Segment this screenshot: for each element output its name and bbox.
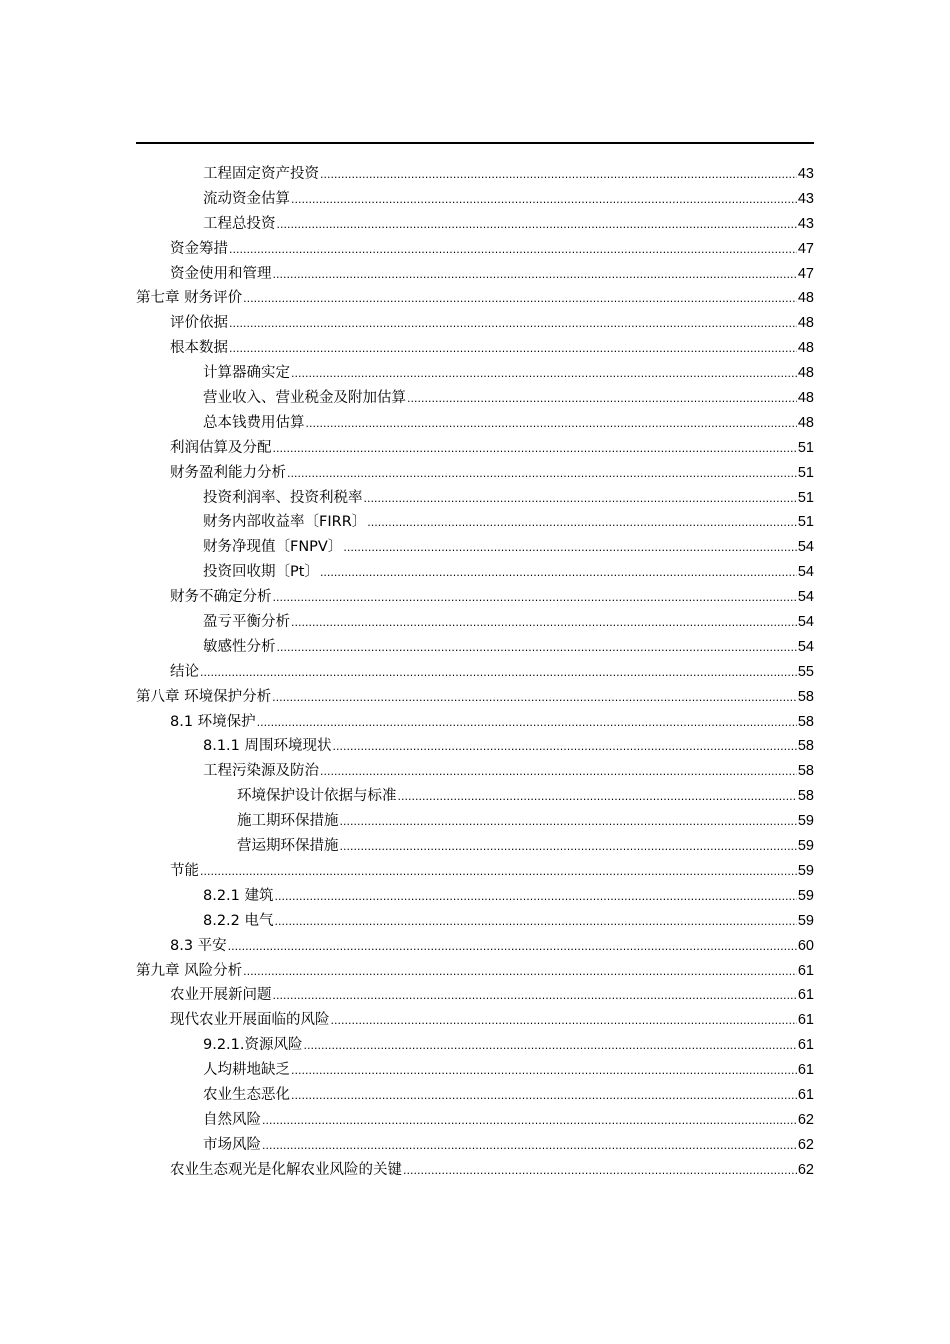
toc-entry-title: 现代农业开展面临的风险 (170, 1012, 330, 1029)
toc-entry-page-number: 58 (797, 788, 814, 805)
toc-leader-dots (306, 412, 797, 437)
toc-leader-dots (291, 1084, 797, 1109)
toc-leader-dots (331, 1009, 797, 1034)
toc-entry-title: 总本钱费用估算 (203, 414, 305, 431)
toc-entry-page-number: 48 (797, 390, 814, 407)
toc-entry[interactable] (136, 1133, 814, 1158)
toc-entry-title: 评价依据 (170, 315, 228, 332)
toc-entry-page-number: 59 (797, 862, 814, 879)
toc-entry[interactable] (136, 336, 814, 361)
toc-leader-dots (257, 711, 797, 736)
toc-entry[interactable] (136, 834, 814, 859)
toc-leader-dots (200, 860, 797, 885)
toc-entry-title: 投资回收期〔Pt〕 (203, 564, 319, 581)
toc-entry[interactable] (136, 286, 814, 311)
toc-entry-title: 8.1.1 周围环境现状 (203, 738, 332, 755)
toc-entry-page-number: 48 (797, 340, 814, 357)
toc-entry-title: 利润估算及分配 (170, 439, 272, 456)
toc-entry-page-number: 48 (797, 365, 814, 382)
toc-entry[interactable] (136, 859, 814, 884)
toc-leader-dots (364, 487, 797, 512)
toc-leader-dots (291, 362, 797, 387)
toc-entry-title: 9.2.1.资源风险 (203, 1037, 303, 1054)
toc-entry-page-number: 51 (797, 514, 814, 531)
toc-entry-page-number: 62 (797, 1111, 814, 1128)
toc-leader-dots (287, 462, 797, 487)
toc-entry-page-number: 61 (797, 1037, 814, 1054)
toc-entry-title: 工程总投资 (203, 215, 276, 232)
toc-entry-page-number: 48 (797, 290, 814, 307)
toc-leader-dots (262, 1109, 797, 1134)
toc-leader-dots (229, 312, 797, 337)
toc-entry-page-number: 54 (797, 589, 814, 606)
toc-entry-title: 8.2.2 电气 (203, 912, 274, 929)
toc-entry-title: 节能 (170, 862, 199, 879)
toc-entry[interactable] (136, 311, 814, 336)
toc-entry[interactable] (136, 710, 814, 735)
toc-leader-dots (229, 238, 797, 263)
toc-entry[interactable] (136, 809, 814, 834)
toc-entry[interactable] (136, 361, 814, 386)
toc-leader-dots (291, 188, 797, 213)
toc-entry-title: 人均耕地缺乏 (203, 1062, 290, 1079)
toc-entry-page-number: 51 (797, 489, 814, 506)
toc-entry-page-number: 54 (797, 638, 814, 655)
toc-entry[interactable] (136, 1058, 814, 1083)
toc-entry[interactable] (136, 486, 814, 511)
toc-entry[interactable] (136, 461, 814, 486)
toc-entry[interactable] (136, 635, 814, 660)
toc-entry-title: 流动资金估算 (203, 190, 290, 207)
toc-entry[interactable] (136, 262, 814, 287)
toc-entry-page-number: 62 (797, 1161, 814, 1178)
toc-entry[interactable] (136, 1158, 814, 1183)
toc-entry-title: 资金筹措 (170, 240, 228, 257)
toc-entry-title: 营运期环保措施 (237, 838, 339, 855)
toc-leader-dots (273, 586, 797, 611)
toc-entry-page-number: 61 (797, 962, 814, 979)
toc-entry-page-number: 43 (797, 215, 814, 232)
toc-entry-title: 环境保护设计依据与标准 (237, 788, 397, 805)
toc-leader-dots (277, 636, 797, 661)
header-rule (136, 142, 814, 144)
toc-entry-page-number: 48 (797, 315, 814, 332)
toc-entry[interactable] (136, 884, 814, 909)
toc-entry[interactable] (136, 386, 814, 411)
toc-leader-dots (272, 686, 797, 711)
toc-entry-title: 计算器确实定 (203, 365, 290, 382)
toc-entry-page-number: 60 (797, 937, 814, 954)
toc-leader-dots (320, 760, 797, 785)
toc-leader-dots (320, 561, 797, 586)
toc-leader-dots (229, 337, 797, 362)
toc-leader-dots (200, 661, 797, 686)
toc-entry-page-number: 54 (797, 564, 814, 581)
toc-entry[interactable] (136, 759, 814, 784)
toc-entry-page-number: 61 (797, 1062, 814, 1079)
toc-entry[interactable] (136, 660, 814, 685)
toc-entry-page-number: 47 (797, 240, 814, 257)
toc-entry-title: 根本数据 (170, 340, 228, 357)
toc-entry[interactable] (136, 162, 814, 187)
toc-entry-title: 财务盈利能力分析 (170, 464, 286, 481)
toc-entry-title: 投资利润率、投资利税率 (203, 489, 363, 506)
toc-entry-page-number: 61 (797, 1086, 814, 1103)
toc-leader-dots (403, 1159, 797, 1184)
toc-entry-title: 8.2.1 建筑 (203, 887, 274, 904)
toc-entry[interactable] (136, 959, 814, 984)
toc-entry[interactable] (136, 610, 814, 635)
toc-entry-title: 8.3 平安 (170, 937, 227, 954)
toc-entry-page-number: 54 (797, 539, 814, 556)
toc-leader-dots (228, 935, 797, 960)
toc-entry-page-number: 43 (797, 190, 814, 207)
toc-leader-dots (275, 910, 797, 935)
toc-entry[interactable] (136, 535, 814, 560)
toc-entry[interactable] (136, 1083, 814, 1108)
toc-leader-dots (243, 287, 797, 312)
toc-entry-title: 8.1 环境保护 (170, 713, 256, 730)
toc-leader-dots (340, 835, 797, 860)
toc-entry-page-number: 59 (797, 838, 814, 855)
toc-entry[interactable] (136, 436, 814, 461)
toc-leader-dots (273, 437, 797, 462)
toc-entry[interactable] (136, 1108, 814, 1133)
toc-entry[interactable] (136, 510, 814, 535)
toc-entry-title: 工程污染源及防治 (203, 763, 319, 780)
toc-entry[interactable] (136, 212, 814, 237)
table-of-contents (136, 162, 814, 1183)
toc-entry[interactable] (136, 560, 814, 585)
toc-entry[interactable] (136, 1033, 814, 1058)
toc-leader-dots (343, 536, 797, 561)
toc-leader-dots (291, 1059, 797, 1084)
toc-leader-dots (320, 163, 797, 188)
toc-leader-dots (262, 1134, 797, 1159)
toc-entry[interactable] (136, 187, 814, 212)
toc-leader-dots (277, 213, 797, 238)
toc-leader-dots (407, 387, 797, 412)
toc-entry-page-number: 51 (797, 439, 814, 456)
toc-entry[interactable] (136, 734, 814, 759)
toc-entry-page-number: 58 (797, 713, 814, 730)
toc-entry-page-number: 61 (797, 1012, 814, 1029)
toc-entry-page-number: 59 (797, 887, 814, 904)
toc-entry-title: 敏感性分析 (203, 638, 276, 655)
toc-leader-dots (243, 960, 797, 985)
toc-leader-dots (291, 611, 797, 636)
toc-entry-title: 自然风险 (203, 1111, 261, 1128)
toc-entry-page-number: 59 (797, 813, 814, 830)
toc-entry-title: 盈亏平衡分析 (203, 614, 290, 631)
toc-leader-dots (398, 785, 797, 810)
toc-entry-page-number: 61 (797, 987, 814, 1004)
toc-leader-dots (275, 885, 797, 910)
toc-entry[interactable] (136, 1008, 814, 1033)
toc-entry-title: 市场风险 (203, 1136, 261, 1153)
toc-entry-page-number: 59 (797, 912, 814, 929)
toc-entry[interactable] (136, 934, 814, 959)
toc-entry-page-number: 51 (797, 464, 814, 481)
toc-entry[interactable] (136, 784, 814, 809)
toc-entry-title: 施工期环保措施 (237, 813, 339, 830)
toc-leader-dots (304, 1034, 797, 1059)
toc-entry-title: 农业生态恶化 (203, 1086, 290, 1103)
toc-entry-title: 农业开展新问题 (170, 987, 272, 1004)
toc-leader-dots (273, 984, 797, 1009)
toc-entry-page-number: 43 (797, 166, 814, 182)
toc-entry[interactable] (136, 909, 814, 934)
toc-leader-dots (340, 810, 797, 835)
toc-leader-dots (333, 735, 797, 760)
toc-entry-title: 第八章 环境保护分析 (136, 688, 272, 705)
toc-entry-page-number: 58 (797, 763, 814, 780)
toc-entry-title: 营业收入、营业税金及附加估算 (203, 390, 406, 407)
toc-entry-title: 财务内部收益率〔FIRR〕 (203, 514, 367, 531)
toc-entry-title: 农业生态观光是化解农业风险的关键 (170, 1161, 402, 1178)
toc-entry[interactable] (136, 237, 814, 262)
toc-leader-dots (273, 263, 797, 288)
toc-entry-page-number: 55 (797, 663, 814, 680)
toc-entry[interactable] (136, 983, 814, 1008)
toc-entry-title: 财务不确定分析 (170, 589, 272, 606)
toc-entry[interactable] (136, 685, 814, 710)
toc-entry-title: 结论 (170, 663, 199, 680)
toc-entry-page-number: 58 (797, 738, 814, 755)
toc-entry[interactable] (136, 585, 814, 610)
toc-entry-title: 第九章 风险分析 (136, 962, 243, 979)
toc-entry-title: 财务净现值〔FNPV〕 (203, 539, 343, 556)
toc-leader-dots (367, 511, 797, 536)
toc-entry-page-number: 48 (797, 414, 814, 431)
toc-entry-page-number: 58 (797, 688, 814, 705)
toc-entry-page-number: 62 (797, 1136, 814, 1153)
toc-entry[interactable] (136, 411, 814, 436)
toc-entry-title: 工程固定资产投资 (203, 166, 319, 182)
toc-entry-page-number: 54 (797, 614, 814, 631)
toc-entry-page-number: 47 (797, 265, 814, 282)
toc-entry-title: 第七章 财务评价 (136, 290, 243, 307)
toc-entry-title: 资金使用和管理 (170, 265, 272, 282)
